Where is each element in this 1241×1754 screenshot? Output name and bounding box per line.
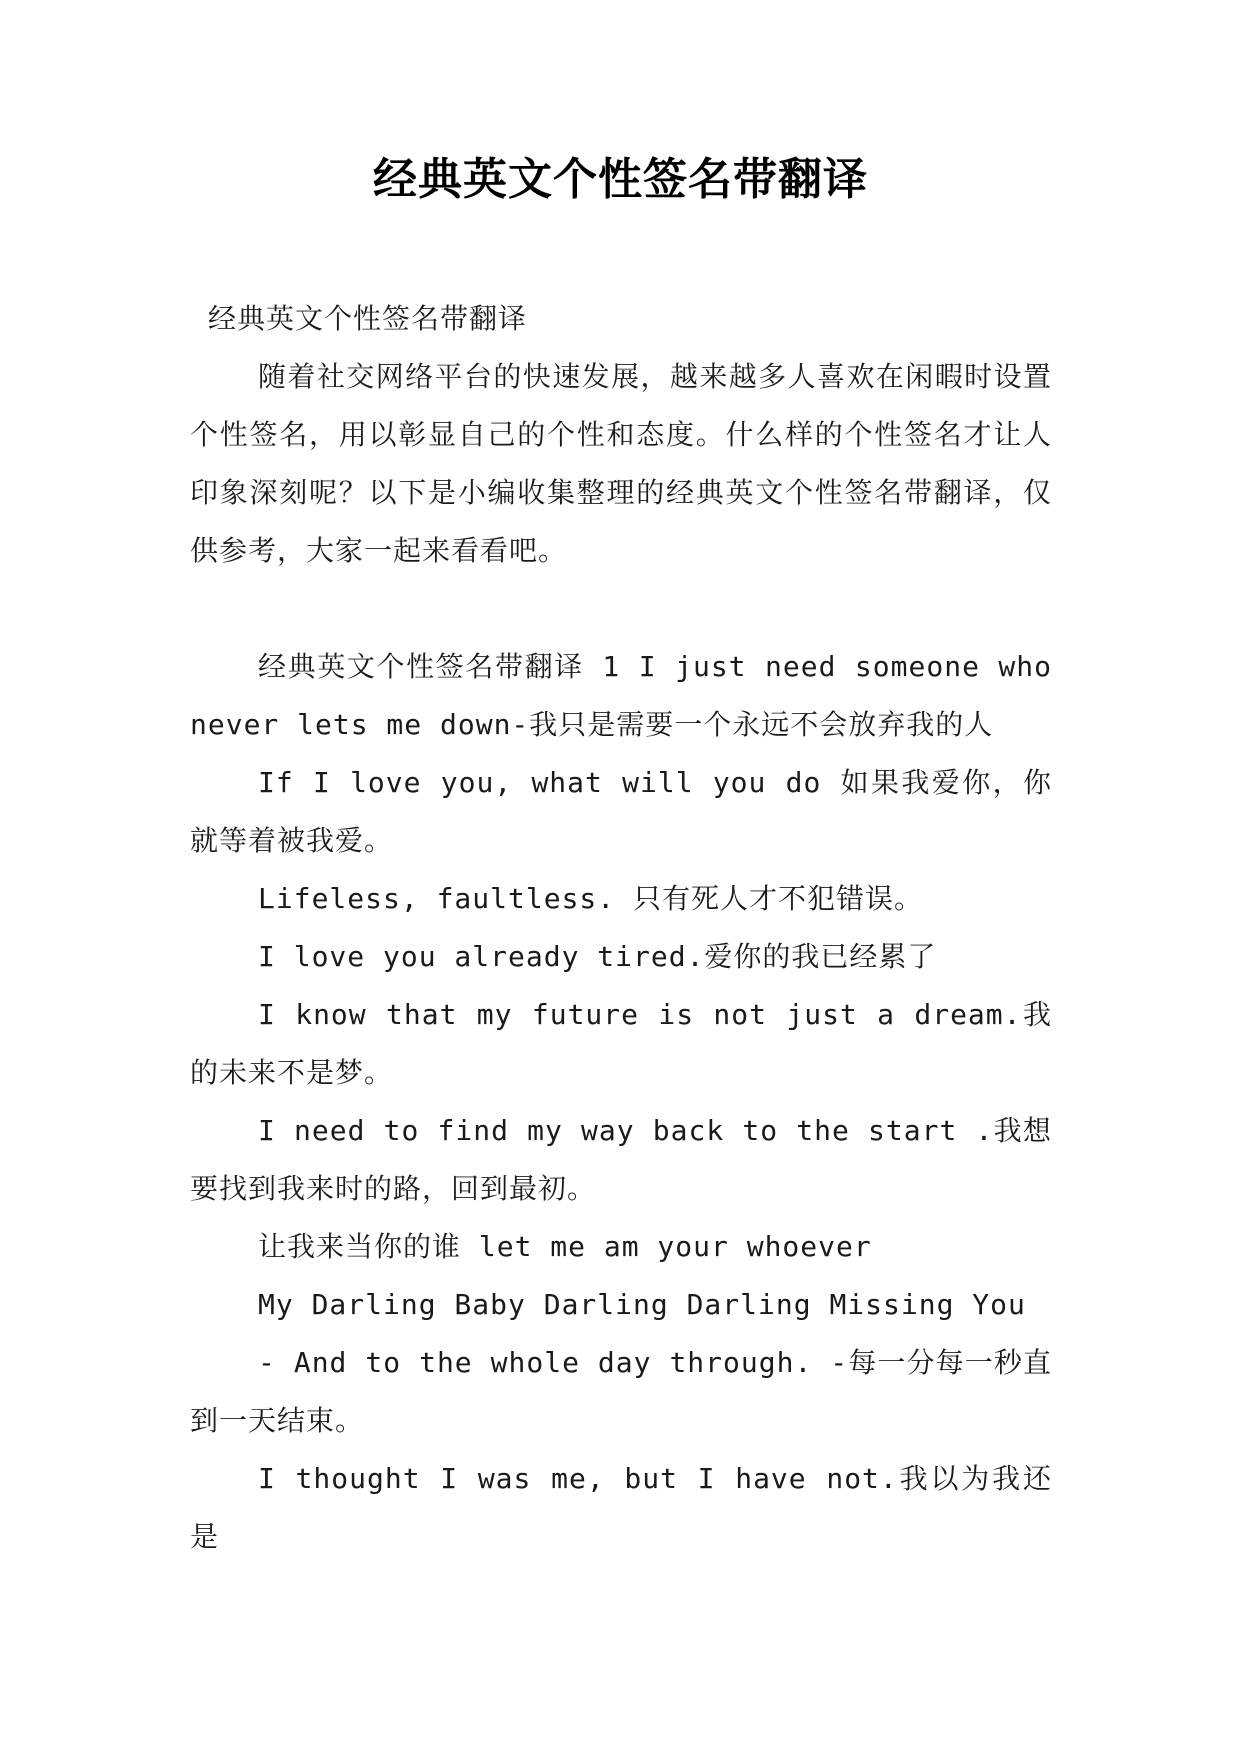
- signature-paragraph: I know that my future is not just a dream.我的未来不是梦。: [190, 998, 1052, 1089]
- signature-paragraph: My Darling Baby Darling Darling Missing You: [258, 1288, 1026, 1321]
- section-heading: 经典英文个性签名带翻译: [208, 302, 528, 335]
- paragraph-spacer: [190, 580, 1052, 638]
- document-title: 经典英文个性签名带翻译: [373, 154, 868, 205]
- signature-paragraph: If I love you, what will you do 如果我爱你，你就等着被我爱。: [190, 766, 1052, 857]
- signature-paragraph: Lifeless, faultless. 只有死人才不犯错误。: [258, 882, 924, 915]
- signature-paragraph: I thought I was me, but I have not.我以为我还是: [190, 1462, 1052, 1553]
- signature-paragraph: I need to find my way back to the start .我想要找到我来时的路，回到最初。: [190, 1114, 1052, 1205]
- signature-paragraph: 让我来当你的谁 let me am your whoever: [258, 1230, 872, 1263]
- document-body: [190, 290, 1052, 1566]
- intro-paragraph: 随着社交网络平台的快速发展，越来越多人喜欢在闲暇时设置个性签名，用以彰显自己的个性和态度。什么样的个性签名才让人印象深刻呢？以下是小编收集整理的经典英文个性签名带翻译，仅供参考，大家一起来看看吧。: [190, 360, 1052, 567]
- signature-paragraph: 经典英文个性签名带翻译 1 I just need someone who never lets me down-我只是需要一个永远不会放弃我的人: [190, 650, 1052, 741]
- signature-paragraph: - And to the whole day through. -每一分每一秒直到一天结束。: [190, 1346, 1052, 1437]
- signature-paragraph: I love you already tired.爱你的我已经累了: [258, 940, 937, 973]
